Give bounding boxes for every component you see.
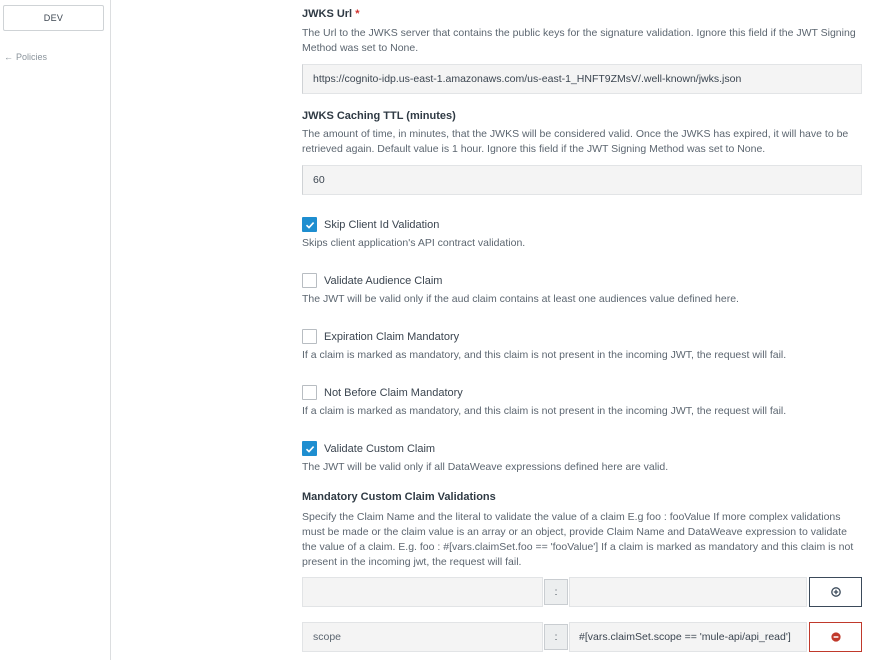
not-before-claim-option[interactable] (302, 385, 463, 400)
jwks-url-title (302, 8, 359, 20)
jwks-url-input[interactable]: https://cognito-idp.us-east-1.amazonaws.com/us-east-1_HNFT9ZMsV/.well-known/jwks.json (302, 64, 862, 94)
claim-row (302, 622, 862, 652)
jwks-url-description: The Url to the JWKS server that contains the public keys for the signature validation. Ignore this field if the JWT Signing Method was set to None. (302, 27, 856, 54)
add-claim-button[interactable] (809, 577, 862, 607)
validate-audience-option[interactable] (302, 273, 442, 288)
checkmark-icon (305, 220, 315, 230)
not-before-claim-description: If a claim is marked as mandatory, and this claim is not present in the incoming JWT, the request will fail. (302, 405, 787, 417)
new-claim-row (302, 577, 862, 607)
back-link-label: Policies (16, 52, 48, 62)
plus-circle-icon (831, 587, 841, 597)
remove-claim-button[interactable] (809, 622, 862, 652)
jwks-ttl-input[interactable]: 60 (302, 165, 862, 195)
custom-claims-description: Specify the Claim Name and the literal to validate the value of a claim E.g foo : fooValue If more complex validations must be made or the claim value is an array or an object, provide Claim Name and DataWeave expression to validate the value of a claim. E.g. foo : #[vars.claimSet.foo == 'fooValue'] If a claim is marked as mandatory and this claim is not present in the incoming jwt, the request will fail. (302, 511, 854, 568)
back-to-policies-link[interactable] (4, 52, 47, 62)
new-claim-name-input[interactable] (302, 577, 543, 607)
claim-value-input[interactable]: #[vars.claimSet.scope == 'mule-api/api_read'] (569, 622, 807, 652)
new-claim-value-input[interactable] (569, 577, 807, 607)
custom-claims-title: Mandatory Custom Claim Validations (302, 491, 496, 503)
skip-client-id-label: Skip Client Id Validation (324, 218, 440, 231)
checkmark-icon (305, 444, 315, 454)
claim-name-input[interactable]: scope (302, 622, 543, 652)
claim-separator: : (544, 624, 568, 650)
validate-audience-description: The JWT will be valid only if the aud claim contains at least one audiences value defined here. (302, 293, 739, 305)
validate-audience-checkbox[interactable] (302, 273, 317, 288)
validate-custom-claim-option[interactable] (302, 441, 435, 456)
skip-client-id-description: Skips client application's API contract validation. (302, 237, 526, 249)
claim-separator: : (544, 579, 568, 605)
skip-client-id-option[interactable] (302, 217, 439, 232)
validate-custom-claim-description: The JWT will be valid only if all DataWeave expressions defined here are valid. (302, 461, 669, 473)
not-before-claim-label: Not Before Claim Mandatory (324, 386, 463, 399)
expiration-claim-option[interactable] (302, 329, 459, 344)
expiration-claim-description: If a claim is marked as mandatory, and this claim is not present in the incoming JWT, the request will fail. (302, 349, 787, 361)
minus-circle-icon (831, 632, 841, 642)
skip-client-id-checkbox[interactable] (302, 217, 317, 232)
jwks-url-label: JWKS Url (302, 8, 353, 20)
jwks-ttl-description: The amount of time, in minutes, that the JWKS will be considered valid. Once the JWKS has expired, it will have to be retrieved again. Default value is 1 hour. Ignore this field if the JWT Signing Method was set to None. (302, 128, 849, 155)
expiration-claim-label: Expiration Claim Mandatory (324, 330, 460, 343)
validate-custom-claim-label: Validate Custom Claim (324, 442, 436, 455)
validate-audience-label: Validate Audience Claim (324, 274, 443, 287)
arrow-left-icon: ← (4, 52, 13, 62)
sidebar (0, 0, 111, 660)
jwks-ttl-title: JWKS Caching TTL (minutes) (302, 110, 456, 122)
environment-button[interactable]: DEV (3, 5, 104, 31)
expiration-claim-checkbox[interactable] (302, 329, 317, 344)
not-before-claim-checkbox[interactable] (302, 385, 317, 400)
required-mark: * (355, 8, 360, 20)
validate-custom-claim-checkbox[interactable] (302, 441, 317, 456)
